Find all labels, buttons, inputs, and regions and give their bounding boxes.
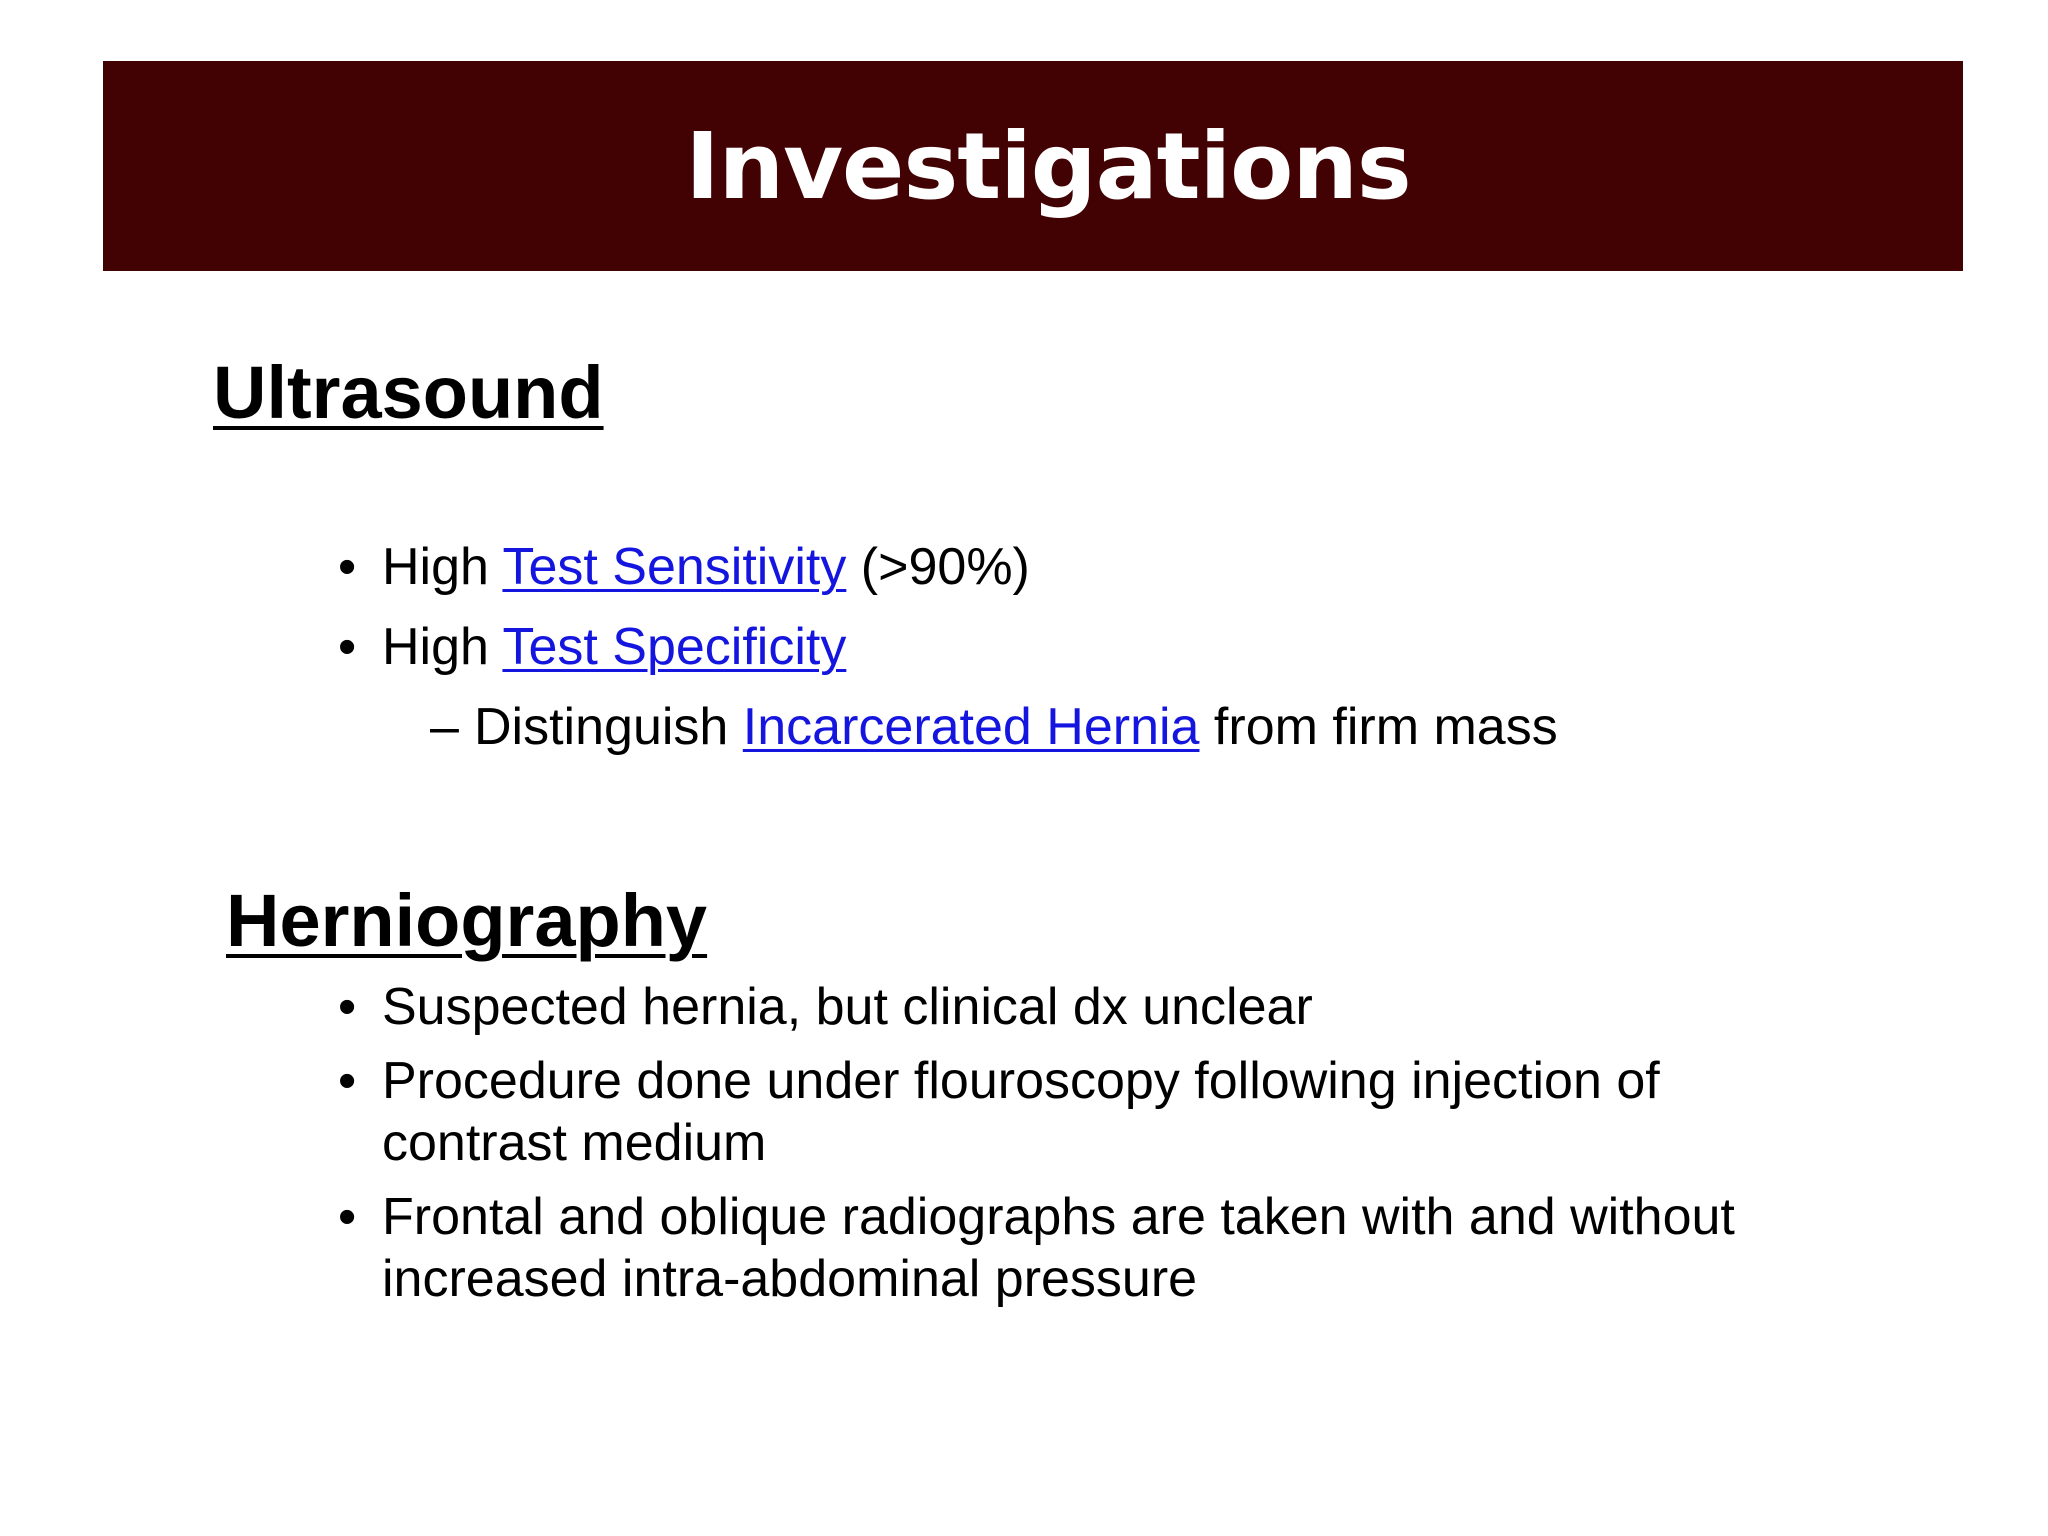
ultrasound-bullet-list (338, 536, 1558, 776)
list-item (338, 976, 1735, 1038)
test-sensitivity-link[interactable]: Test Sensitivity (502, 538, 847, 596)
bullet-text-line: increased intra-abdominal pressure (382, 1250, 1198, 1308)
herniography-bullet-list (338, 976, 1735, 1322)
dash-marker: – (430, 698, 459, 756)
bullet-text-line: • Suspected hernia, but clinical dx unclear (382, 978, 1313, 1036)
incarcerated-hernia-link[interactable]: Incarcerated Hernia (742, 698, 1200, 756)
list-item (338, 1050, 1735, 1174)
list-item (338, 616, 1558, 696)
sub-list-item (338, 696, 1558, 776)
bullet-text-line: • Procedure done under flouroscopy following injection of (382, 1052, 1660, 1110)
bullet-text-line: • Frontal and oblique radiographs are taken with and without (382, 1188, 1735, 1246)
list-item (338, 536, 1558, 616)
herniography-heading: Herniography (226, 879, 708, 962)
slide-title: Investigations (685, 112, 1411, 220)
ultrasound-heading: Ultrasound (213, 351, 604, 434)
list-item (338, 1186, 1735, 1310)
bullet-text: Distinguish (474, 698, 743, 756)
bullet-text: (>90%) (846, 538, 1030, 596)
bullet-text: from firm mass (1199, 698, 1558, 756)
bullet-text: High (382, 538, 503, 596)
bullet-text: High (382, 618, 503, 676)
bullet-text-line: contrast medium (382, 1114, 767, 1172)
test-specificity-link[interactable]: Test Specificity (502, 618, 847, 676)
title-bar (103, 61, 1963, 271)
